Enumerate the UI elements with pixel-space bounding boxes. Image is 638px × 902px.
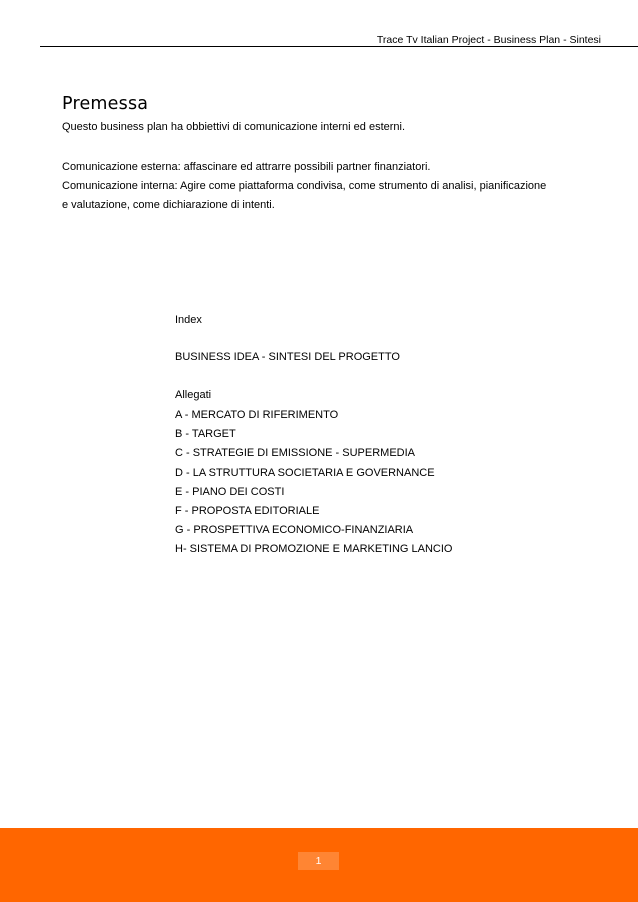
allegati-list bbox=[175, 408, 452, 562]
list-item: F - PROPOSTA EDITORIALE bbox=[175, 504, 320, 517]
list-item: D - LA STRUTTURA SOCIETARIA E GOVERNANCE bbox=[175, 466, 435, 479]
list-item: C - STRATEGIE DI EMISSIONE - SUPERMEDIA bbox=[175, 447, 415, 460]
premessa-intro-text: Questo business plan ha obbiettivi di comunicazione interni ed esterni. bbox=[62, 121, 406, 133]
document-header-title: Trace Tv Italian Project - Business Plan - Sintesi bbox=[376, 34, 601, 46]
index-business-idea: BUSINESS IDEA - SINTESI DEL PROGETTO bbox=[175, 351, 400, 363]
list-item: B - TARGET bbox=[175, 428, 236, 441]
list-item: A - MERCATO DI RIFERIMENTO bbox=[175, 409, 339, 421]
page-header bbox=[0, 0, 638, 48]
allegati-heading: Allegati bbox=[175, 389, 212, 401]
section-title-premessa: Premessa bbox=[62, 94, 149, 114]
internal-communication-text-continued: e valutazione, come dichiarazione di intenti. bbox=[62, 199, 275, 211]
list-item: E - PIANO DEI COSTI bbox=[175, 485, 285, 498]
list-item: G - PROSPETTIVA ECONOMICO-FINANZIARIA bbox=[175, 524, 414, 537]
page-number: 1 bbox=[298, 852, 339, 870]
index-heading: Index bbox=[175, 314, 202, 326]
external-communication-text: Comunicazione esterna: affascinare ed attrarre possibili partner finanziatori. bbox=[62, 161, 431, 173]
list-item: H- SISTEMA DI PROMOZIONE E MARKETING LANCIO bbox=[175, 543, 453, 556]
header-divider bbox=[40, 46, 638, 47]
internal-communication-text: Comunicazione interna: Agire come piattaforma condivisa, come strumento di analisi, pianificazione bbox=[62, 180, 547, 192]
